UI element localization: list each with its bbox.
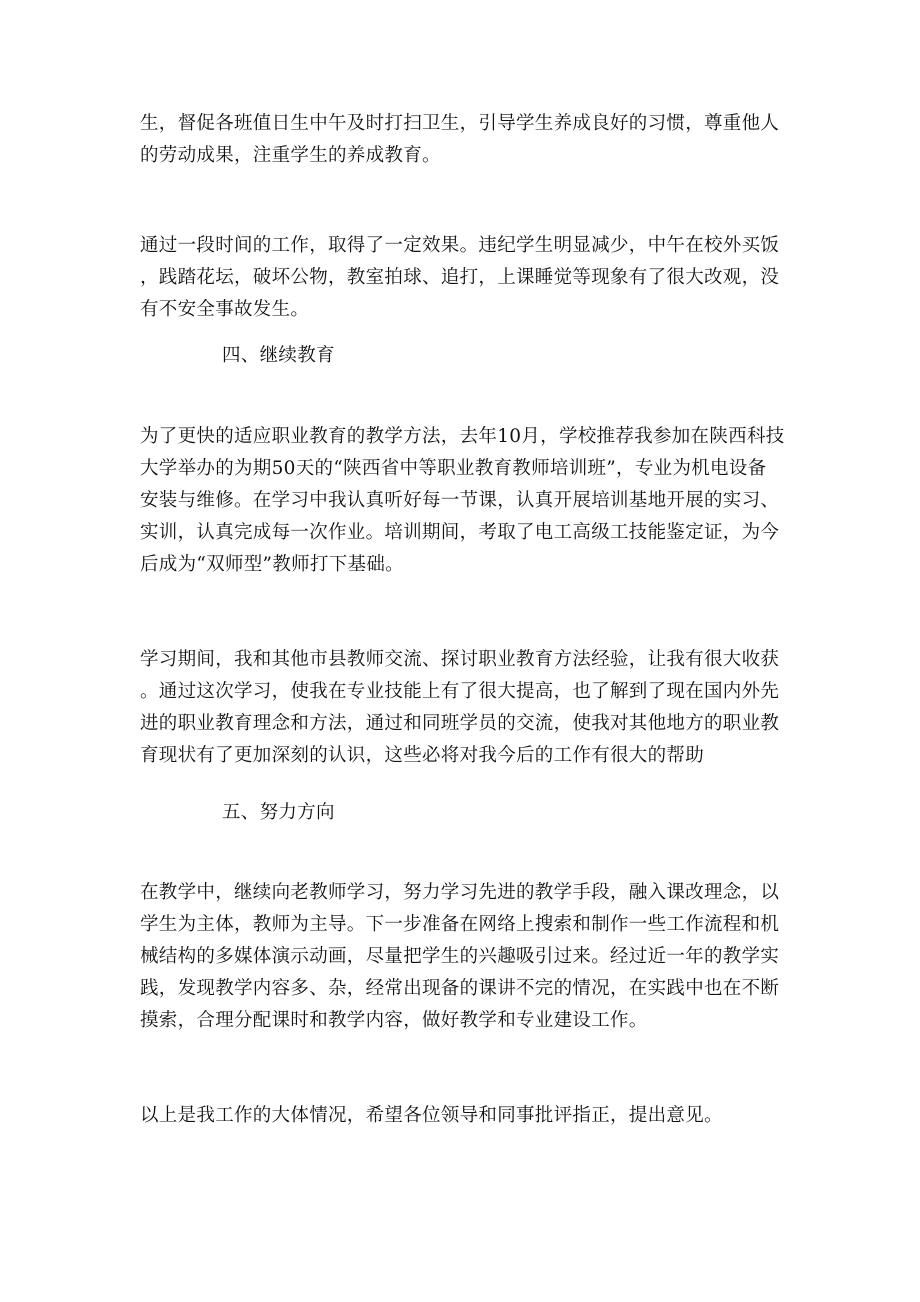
paragraph-training: [140, 421, 785, 581]
text-line: ，践踏花坛，破坏公物，教室拍球、追打，上课睡觉等现象有了很大改观，没: [140, 267, 780, 288]
paragraph-closing: [140, 1100, 780, 1132]
text-line: 的劳动成果，注重学生的养成教育。: [140, 145, 441, 166]
text-line: 生，督促各班值日生中午及时打扫卫生，引导学生养成良好的习惯，尊重他人: [140, 113, 780, 134]
paragraph-study-gains: [140, 644, 780, 772]
paragraph-hygiene-guidance: [140, 108, 780, 172]
text-line: 为了更快的适应职业教育的教学方法，去年10月，学校推荐我参加在陕西科技: [140, 426, 785, 447]
text-line: 进的职业教育理念和方法，通过和同班学员的交流，使我对其他地方的职业教: [140, 713, 780, 734]
text-line: 后成为“双师型”教师打下基础。: [140, 554, 404, 575]
text-line: 践，发现教学内容多、杂，经常出现备的课讲不完的情况，在实践中也在不断: [140, 978, 780, 999]
text-line: 学生为主体，教师为主导。下一步准备在网络上搜索和制作一些工作流程和机: [140, 914, 780, 935]
text-line: 。通过这次学习，使我在专业技能上有了很大提高，也了解到了现在国内外先: [140, 681, 780, 702]
text-line: 实训，认真完成每一次作业。培训期间，考取了电工高级工技能鉴定证，为今: [140, 522, 780, 543]
text-line: 学习期间，我和其他市县教师交流、探讨职业教育方法经验，让我有很大收获: [140, 649, 780, 670]
paragraph-results: [140, 230, 780, 326]
text-line: 以上是我工作的大体情况，希望各位领导和同事批评指正，提出意见。: [140, 1105, 723, 1126]
text-line: 通过一段时间的工作，取得了一定效果。违纪学生明显减少，中午在校外买饭: [140, 235, 780, 256]
text-line: 大学举办的为期50天的“陕西省中等职业教育教师培训班”，专业为机电设备: [140, 458, 767, 479]
text-line: 摸索，合理分配课时和教学内容，做好教学和专业建设工作。: [140, 1010, 648, 1031]
text-line: 械结构的多媒体演示动画，尽量把学生的兴趣吸引过来。经过近一年的教学实: [140, 946, 780, 967]
section-heading-continuing-education: 四、继续教育: [222, 345, 335, 366]
text-line: 安装与维修。在学习中我认真听好每一节课，认真开展培训基地开展的实习、: [140, 490, 780, 511]
text-line: 育现状有了更加深刻的认识，这些必将对我今后的工作有很大的帮助: [140, 745, 705, 766]
paragraph-teaching-plan: [140, 877, 780, 1037]
text-line: 在教学中，继续向老教师学习，努力学习先进的教学手段，融入课改理念，以: [140, 882, 780, 903]
section-heading-direction: 五、努力方向: [222, 802, 335, 823]
text-line: 有不安全事故发生。: [140, 299, 310, 320]
